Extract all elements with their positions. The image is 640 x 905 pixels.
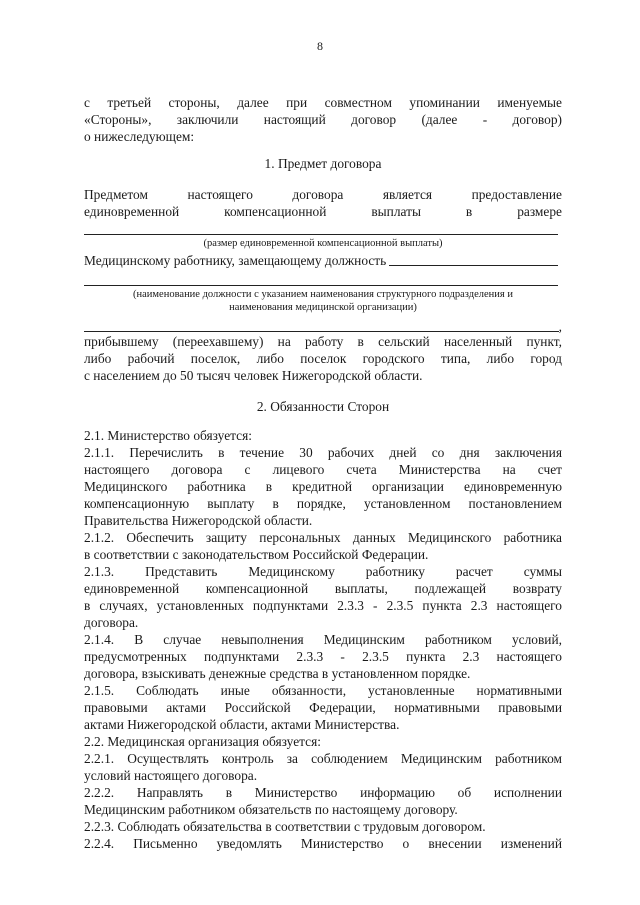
obligation-line: 2.1.3. Представить Медицинскому работнику расчет суммы [84,564,562,579]
subject-paragraph [84,186,562,220]
comma: , [558,319,562,334]
amount-blank-line [84,234,562,235]
position-blank-line [389,265,558,266]
arrival-line: с населением до 50 тысяч человек Нижегородской области. [84,368,423,383]
subject-line: Предметом настоящего договора является предоставление [84,187,562,202]
obligation-line: единовременной компенсационной выплаты, подлежащей возврату [84,581,562,596]
intro-line: «Стороны», заключили настоящий договор (далее - договор) [84,112,562,127]
underline [84,331,559,332]
obligation-line: Правительства Нижегородской области. [84,513,313,528]
position-label: Медицинскому работнику, замещающему должность [84,253,387,268]
obligation-line: 2.2. Медицинская организация обязуется: [84,734,321,749]
obligation-line: договора. [84,615,139,630]
section-2-heading: 2. Обязанности Сторон [256,399,390,414]
position-caption [84,288,562,314]
arrival-line: либо рабочий поселок, либо поселок городского типа, либо город [84,351,562,366]
obligation-line: в случаях, установленных подпунктами 2.3.3 - 2.3.5 пункта 2.3 настоящего [84,598,562,613]
obligation-line: 2.2.1. Осуществлять контроль за соблюдением Медицинским работником [84,751,562,766]
obligation-line: предусмотренных подпунктами 2.3.3 - 2.3.5 пункта 2.3 настоящего [84,649,562,664]
arrival-line: прибывшему (переехавшему) на работу в сельский населенный пункт, [84,334,562,349]
section-1-heading: 1. Предмет договора [264,156,382,171]
position-caption-line: наименования медицинской организации) [229,302,417,313]
obligation-line: Медицинским работником обязательств по настоящему договору. [84,802,458,817]
obligation-line: договора, взыскивать денежные средства в установленном порядке. [84,666,471,681]
obligation-line: 2.2.4. Письменно уведомлять Министерство о внесении изменений [84,836,562,851]
obligation-line: 2.1.2. Обеспечить защиту персональных данных Медицинского работника [84,530,562,545]
intro-paragraph [84,94,562,145]
intro-line: с третьей стороны, далее при совместном упоминании именуемые [84,95,562,110]
position-row [84,252,562,269]
page-number: 8 [317,39,323,53]
obligations-body [84,427,562,852]
underline [84,234,558,235]
obligation-line: 2.2.3. Соблюдать обязательства в соответствии с трудовым договором. [84,819,486,834]
subject-line: единовременной компенсационной выплаты в размере [84,204,562,219]
obligation-line: правовыми актами Российской Федерации, нормативными правовыми [84,700,562,715]
underline [84,285,558,286]
obligation-line: Медицинского работника в кредитной организации единовременную [84,479,562,494]
amount-caption: (размер единовременной компенсационной выплаты) [203,238,443,249]
intro-line: о нижеследующем: [84,129,195,144]
obligation-line: 2.1. Министерство обязуется: [84,428,252,443]
obligation-line: актами Нижегородской области, актами Министерства. [84,717,400,732]
obligation-line: 2.2.2. Направлять в Министерство информацию об исполнении [84,785,562,800]
obligation-line: 2.1.1. Перечислить в течение 30 рабочих дней со дня заключения [84,445,562,460]
obligation-line: 2.1.5. Соблюдать иные обязанности, установленные нормативными [84,683,562,698]
obligation-line: настоящего договора с лицевого счета Министерства на счет [84,462,562,477]
obligation-line: компенсационную выплату в порядке, установленном постановлением [84,496,562,511]
position-blank-line-2 [84,285,562,286]
obligation-line: условий настоящего договора. [84,768,258,783]
obligation-line: в соответствии с законодательством Российской Федерации. [84,547,429,562]
obligation-line: 2.1.4. В случае невыполнения Медицинским работником условий, [84,632,562,647]
position-caption-line: (наименование должности с указанием наименования структурного подразделения и [133,289,513,300]
arrival-paragraph [84,333,562,384]
